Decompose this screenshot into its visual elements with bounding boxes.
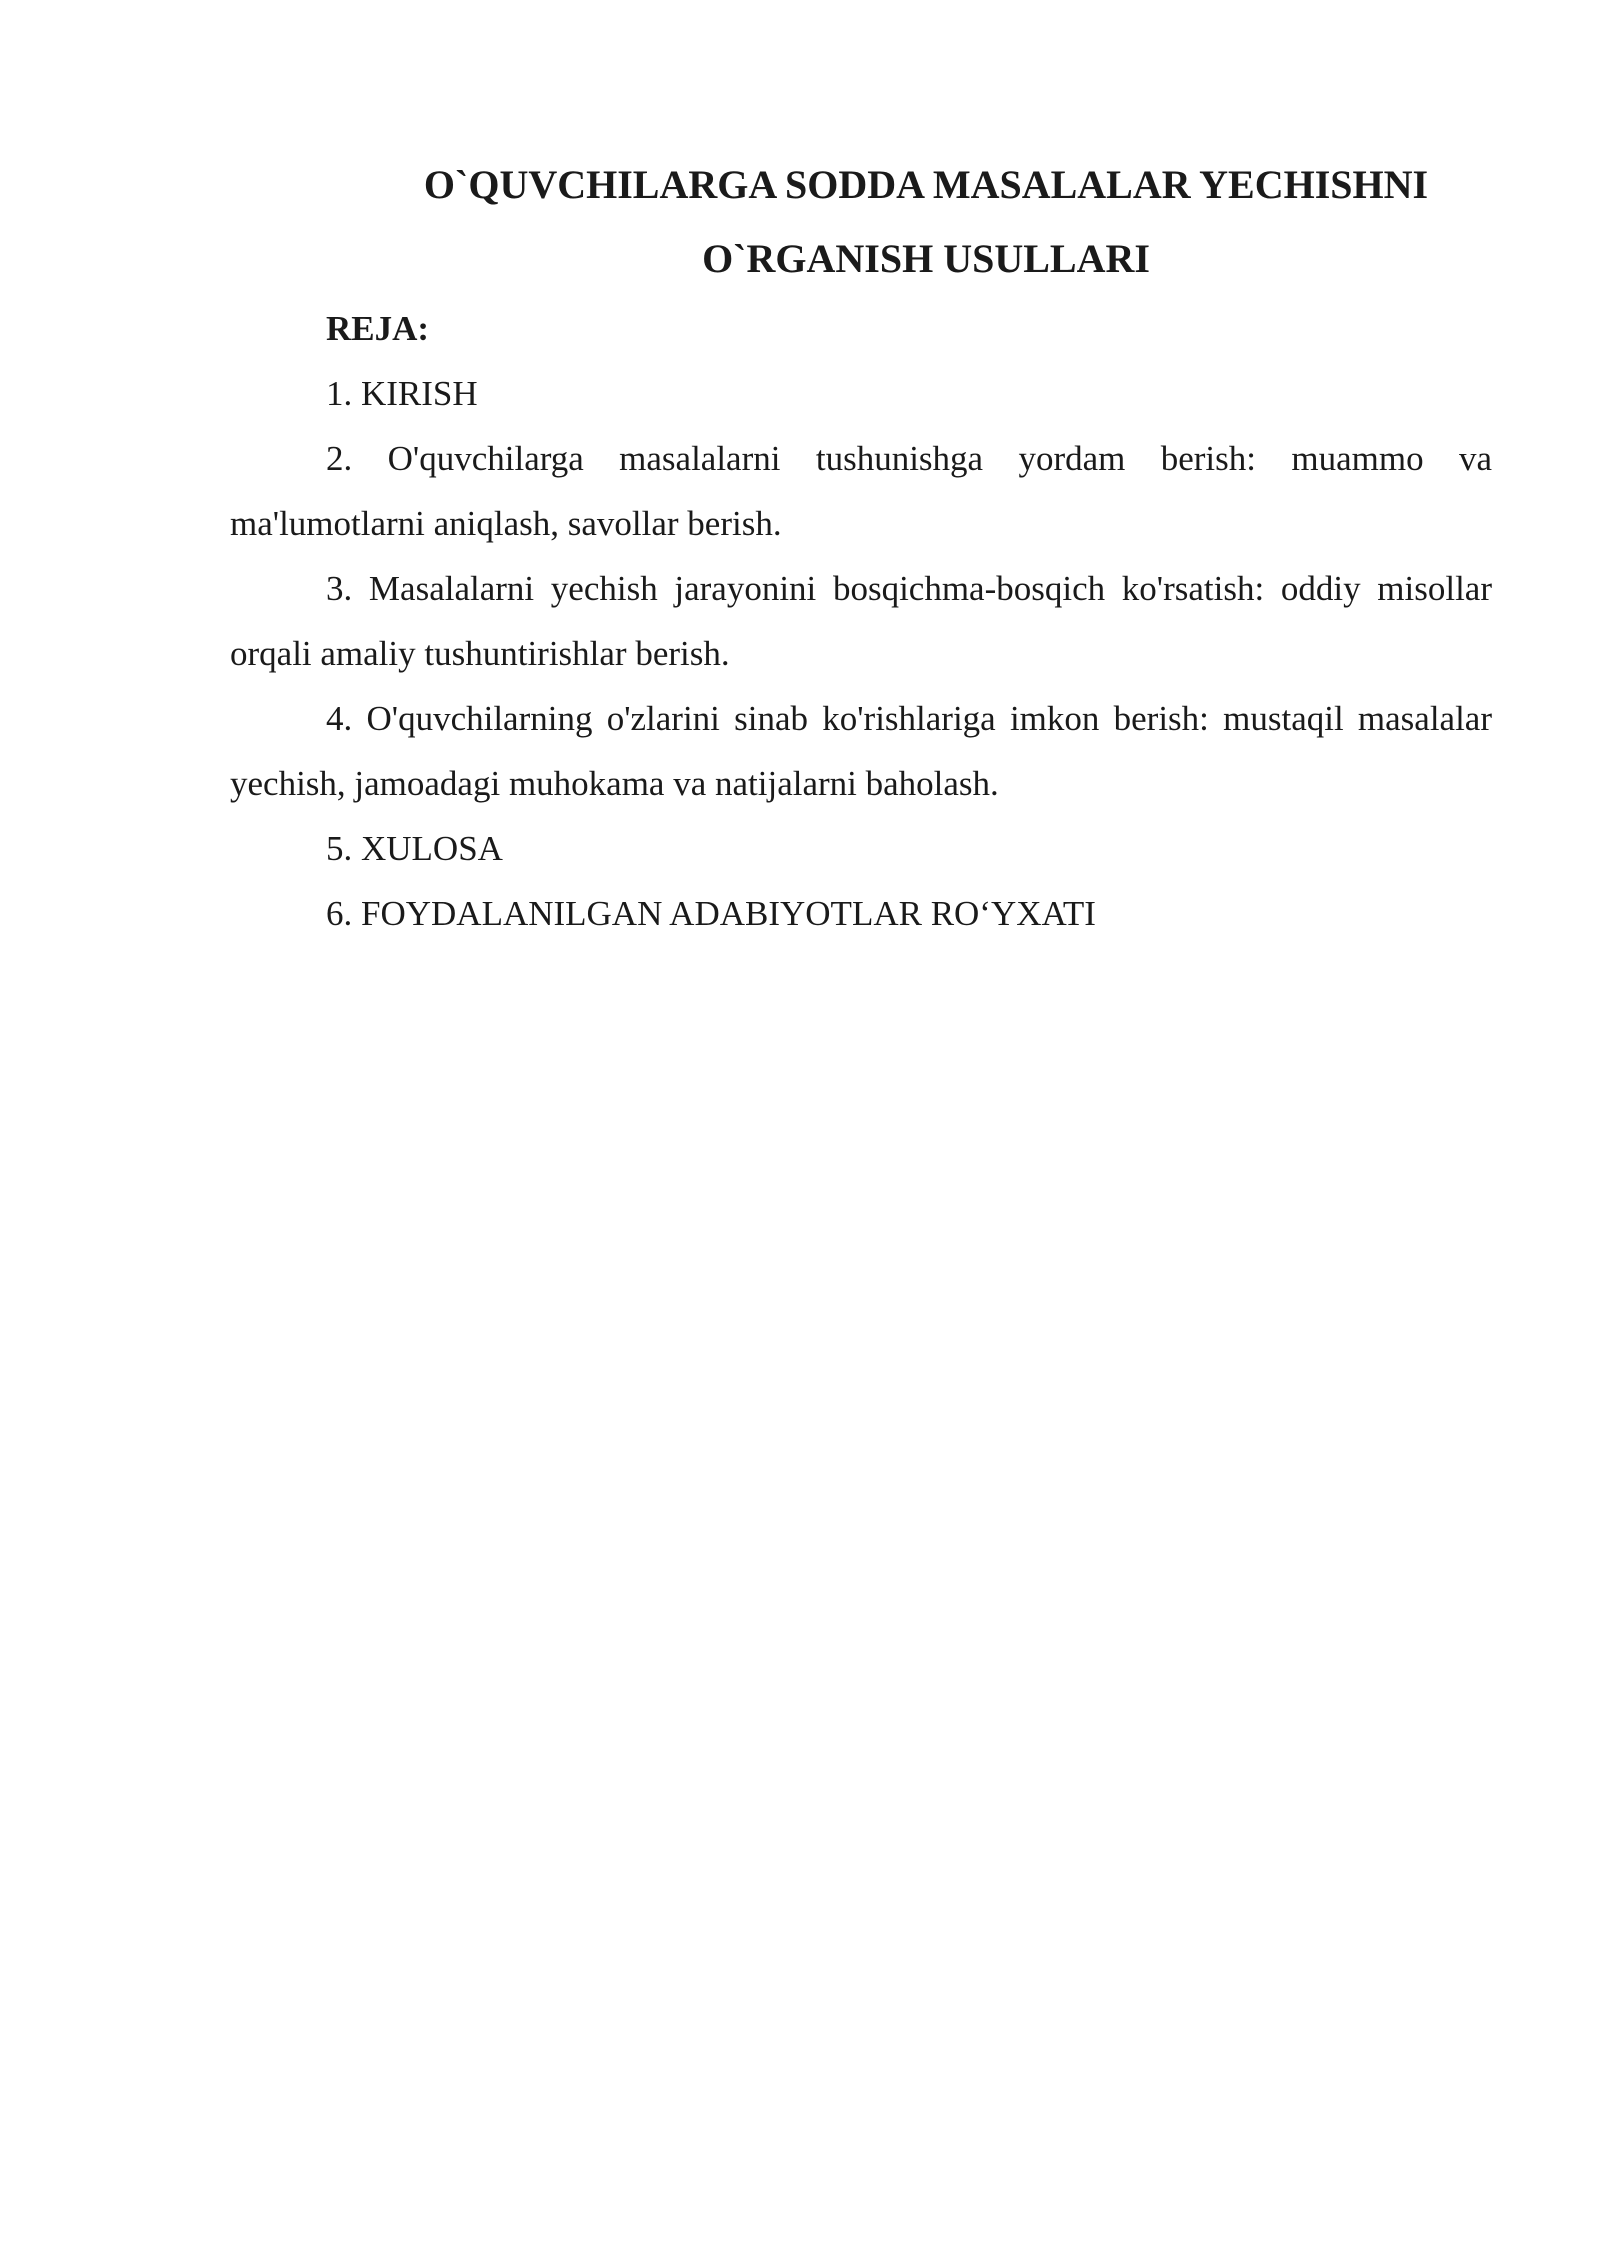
plan-item-4: 4. O'quvchilarning o'zlarini sinab ko'rishlariga imkon berish: mustaqil masalalar yechish, jamoadagi muhokama va natijalarni baholash.	[230, 699, 1492, 803]
title-line-1: O`QUVCHILARGA SODDA MASALALAR YECHISHNI	[423, 162, 1429, 207]
plan-item-5: 5. XULOSA	[326, 829, 503, 868]
document-title	[230, 148, 1492, 296]
plan-item-6: 6. FOYDALANILGAN ADABIYOTLAR RO‘YXATI	[326, 894, 1096, 933]
plan-item-2: 2. O'quvchilarga masalalarni tushunishga yordam berish: muammo va ma'lumotlarni aniqlash, savollar berish.	[230, 439, 1492, 543]
title-line-2: O`RGANISH USULLARI	[702, 236, 1150, 281]
plan-item-3: 3. Masalalarni yechish jarayonini bosqichma-bosqich ko'rsatish: oddiy misollar orqali amaliy tushuntirishlar berish.	[230, 569, 1492, 673]
plan-heading: REJA:	[326, 309, 430, 348]
plan-item-1: 1. KIRISH	[326, 374, 478, 413]
document-content	[230, 148, 1492, 946]
